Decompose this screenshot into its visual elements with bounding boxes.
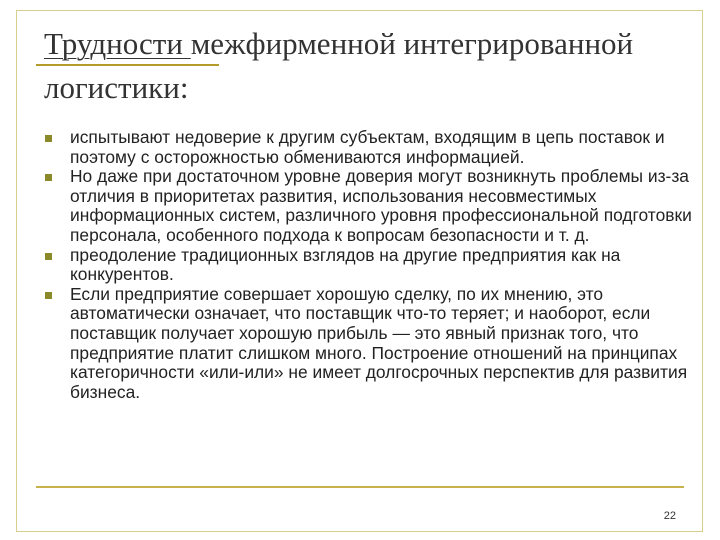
square-bullet-icon xyxy=(45,135,52,142)
bullet-item xyxy=(42,246,702,285)
bullet-item xyxy=(42,167,702,245)
bullet-text: Но даже при достаточном уровне доверия могут возникнуть проблемы из-за отличия в приоритетах развития, использования несовместимых информационных систем, различного уровня профессиональной подготовки персонала, особенного подхода к вопросам безопасности и т. д. xyxy=(70,166,692,245)
bullet-text: испытывают недоверие к другим субъектам, входящим в цепь поставок и поэтому с осторожностью обмениваются информацией. xyxy=(70,127,665,167)
square-bullet-icon xyxy=(45,174,52,181)
bullet-text: Если предприятие совершает хорошую сделку, по их мнению, это автоматически означает, что поставщик что-то теряет; и наоборот, если поставщик получает хорошую прибыль — это явный признак того, что предприятие платит слишком много. Построение отношений на принципах категоричности «или-или» не имеет долгосрочных перспектив для развития бизнеса. xyxy=(70,283,688,402)
square-bullet-icon xyxy=(45,253,52,260)
slide-title xyxy=(44,22,684,110)
slide-title-rest: межфирменной интегрированной логистики: xyxy=(44,26,634,105)
square-bullet-icon xyxy=(45,292,52,299)
footer-rule xyxy=(36,486,684,488)
bullet-item xyxy=(42,128,702,167)
bullet-item xyxy=(42,285,702,403)
slide-title-underlined: Трудности xyxy=(44,26,191,61)
bullet-list xyxy=(42,128,702,402)
title-accent-rule xyxy=(36,64,219,66)
bullet-text: преодоление традиционных взглядов на другие предприятия как на конкурентов. xyxy=(70,244,621,285)
page-number: 22 xyxy=(663,510,676,522)
